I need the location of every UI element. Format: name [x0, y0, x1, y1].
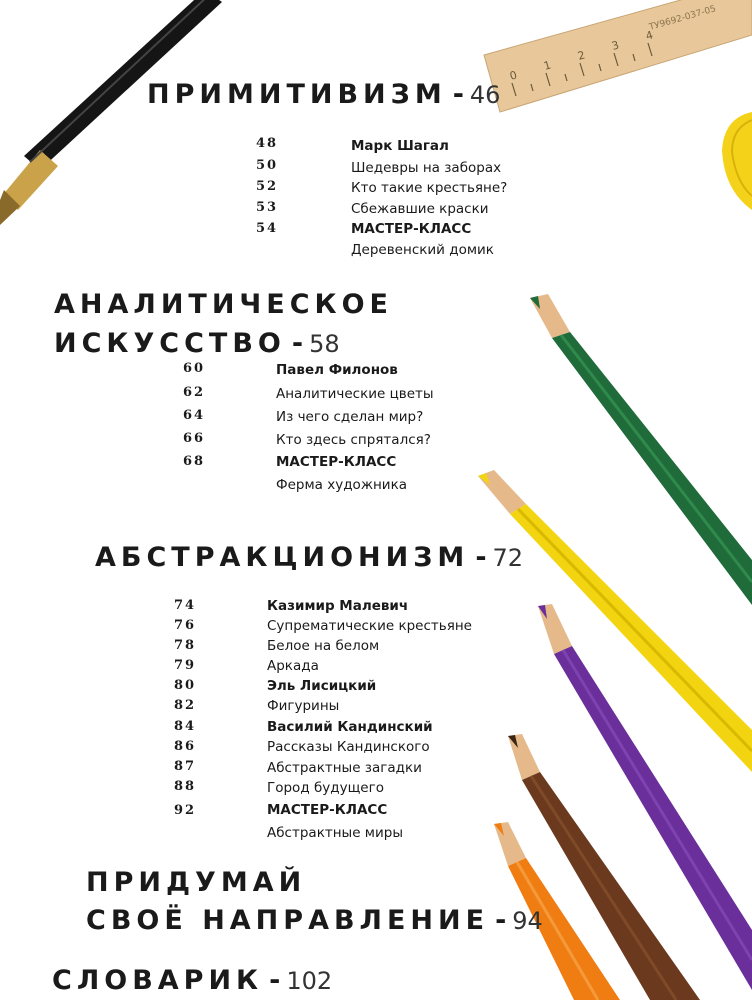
- section-title-text: СВОЁ НАПРАВЛЕНИЕ: [86, 905, 490, 936]
- toc-page-number: 78: [174, 638, 197, 653]
- toc-page-number: 86: [174, 739, 197, 754]
- toc-item-title: МАСТЕР-КЛАСС: [351, 221, 472, 237]
- section-title-text: ПРИДУМАЙ: [86, 867, 307, 898]
- toc-page-number: 64: [183, 408, 206, 423]
- toc-page-number: 62: [183, 385, 206, 400]
- toc-page-number: 76: [174, 618, 197, 633]
- section-page-number: 46: [469, 81, 501, 109]
- section-title-text: АБСТРАКЦИОНИЗМ: [95, 542, 470, 573]
- ruler-mark: 1: [542, 58, 553, 73]
- toc-page-number: 79: [174, 658, 197, 673]
- toc-item-title: Эль Лисицкий: [267, 678, 377, 694]
- toc-item-title: Абстрактные миры: [267, 825, 403, 841]
- toc-item-title: Сбежавшие краски: [351, 201, 489, 217]
- toc-item-title: Деревенский домик: [351, 242, 494, 258]
- section-page-number: 72: [492, 544, 524, 572]
- toc-item-title: Белое на белом: [267, 638, 380, 654]
- paint-cup-icon: [722, 112, 752, 210]
- toc-page-number: 53: [256, 200, 279, 215]
- toc-item-title: Кто здесь спрятался?: [276, 432, 431, 448]
- toc-item-title: МАСТЕР-КЛАСС: [276, 454, 397, 470]
- section-title-text: АНАЛИТИЧЕСКОЕ: [54, 289, 393, 320]
- section-page-number: 102: [286, 967, 333, 995]
- toc-page-number: 84: [174, 719, 197, 734]
- section-title-text: ПРИМИТИВИЗМ: [147, 79, 447, 110]
- ruler-mark: 4: [644, 28, 655, 43]
- section-title-text: ИСКУССТВО: [54, 328, 286, 359]
- ruler-code: ТУ9692-037-05: [648, 4, 718, 33]
- toc-page-number: 54: [256, 221, 279, 236]
- ruler-mark: 3: [610, 38, 621, 53]
- toc-item-title: Из чего сделан мир?: [276, 409, 424, 425]
- toc-page-number: 52: [256, 179, 279, 194]
- toc-page-number: 66: [183, 431, 206, 446]
- toc-page-number: 88: [174, 779, 197, 794]
- toc-page-number: 87: [174, 759, 197, 774]
- toc-page-number: 60: [183, 361, 206, 376]
- toc-item-title: Павел Филонов: [276, 362, 398, 378]
- section-title-abstraction: АБСТРАКЦИОНИЗМ - 72: [95, 542, 524, 573]
- toc-item-title: Шедевры на заборах: [351, 160, 502, 176]
- ruler-mark: 2: [576, 48, 587, 63]
- toc-page-number: 82: [174, 698, 197, 713]
- section-title-glossary: СЛОВАРИК - 102: [52, 965, 333, 996]
- section-title-primitivism: ПРИМИТИВИЗМ - 46: [147, 79, 501, 110]
- paintbrush-icon: [0, 0, 222, 225]
- toc-item-title: Марк Шагал: [351, 138, 449, 154]
- toc-page-number: 80: [174, 678, 197, 693]
- toc-item-title: Аркада: [267, 658, 319, 674]
- section-page-number: 94: [512, 907, 543, 935]
- toc-page-number: 50: [256, 158, 279, 173]
- toc-item-title: Город будущего: [267, 780, 384, 796]
- toc-page-number: 74: [174, 598, 197, 613]
- section-title-text: СЛОВАРИК: [52, 965, 264, 996]
- toc-item-title: Абстрактные загадки: [267, 760, 422, 776]
- toc-item-title: Аналитические цветы: [276, 386, 434, 402]
- toc-item-title: Казимир Малевич: [267, 598, 409, 614]
- section-title-analytic: АНАЛИТИЧЕСКОЕ ИСКУССТВО - 58: [54, 289, 393, 359]
- toc-item-title: Супрематические крестьяне: [267, 618, 472, 634]
- toc-page-number: 48: [256, 136, 279, 151]
- toc-item-title: МАСТЕР-КЛАСС: [267, 802, 388, 818]
- toc-item-title: Кто такие крестьяне?: [351, 180, 508, 196]
- toc-item-title: Ферма художника: [276, 477, 408, 493]
- toc-item-title: Фигурины: [267, 698, 340, 714]
- brown-pencil-icon: [508, 734, 700, 1000]
- toc-item-title: Василий Кандинский: [267, 719, 433, 735]
- section-page-number: 58: [309, 330, 340, 358]
- section-title-invent: ПРИДУМАЙ СВОЁ НАПРАВЛЕНИЕ - 94: [86, 867, 543, 936]
- toc-page-number: 68: [183, 454, 206, 469]
- ruler-icon: [484, 0, 752, 112]
- toc-page-number: 92: [174, 803, 197, 818]
- toc-item-title: Рассказы Кандинского: [267, 739, 430, 755]
- ruler-mark: 0: [508, 68, 519, 83]
